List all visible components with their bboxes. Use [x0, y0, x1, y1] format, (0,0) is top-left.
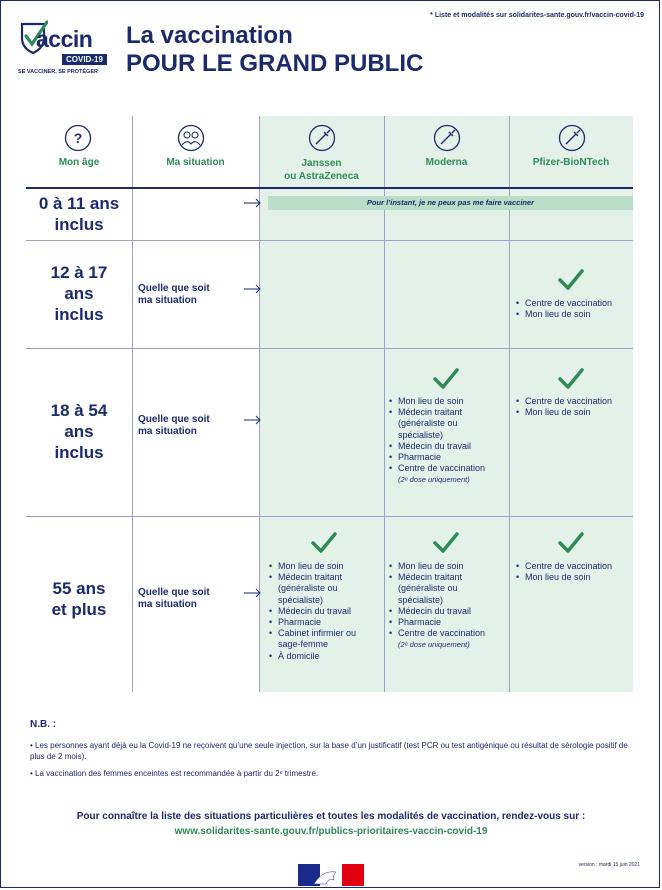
list-item: • Médecin traitant	[389, 572, 485, 583]
row-situation	[138, 283, 210, 307]
grid-line	[132, 116, 133, 692]
age-line: ans	[64, 284, 94, 303]
checkmark-icon	[557, 367, 585, 391]
row-age-0-11	[26, 193, 132, 235]
arrow-right-icon	[244, 588, 262, 598]
column-header-moderna: Moderna	[425, 157, 468, 168]
top-note: * Liste et modalités sur solidarites-sante.gouv.fr/vaccin-covid-19	[430, 12, 644, 19]
situation-line: ma situation	[138, 599, 197, 610]
logo-word: accin	[36, 26, 93, 52]
pfizer-locations-list	[516, 561, 612, 583]
checkmark-icon	[557, 531, 585, 555]
list-item: • Pharmacie	[389, 452, 485, 463]
column-header-janssen	[259, 157, 384, 183]
row-divider	[26, 240, 633, 241]
list-item: • Centre de vaccination	[389, 628, 485, 639]
arrow-right-icon	[244, 198, 262, 208]
svg-text:?: ?	[73, 130, 83, 146]
syringe-icon	[558, 124, 586, 152]
list-item-note: (2ᵉ dose uniquement)	[398, 475, 470, 485]
checkmark-icon	[432, 531, 460, 555]
list-item-continuation: (généraliste ou	[278, 583, 338, 594]
list-item-continuation: spécialiste)	[398, 429, 444, 440]
pfizer-locations-list	[516, 396, 612, 418]
list-item: • Pharmacie	[389, 617, 485, 628]
row-divider	[26, 516, 633, 517]
list-item: • Mon lieu de soin	[269, 561, 356, 572]
situation-line: Quelle que soit	[138, 587, 210, 598]
situation-line: Quelle que soit	[138, 414, 210, 425]
list-item: • Mon lieu de soin	[516, 572, 612, 583]
moderna-locations-list	[389, 561, 485, 651]
age-line: inclus	[54, 443, 104, 462]
row-divider	[26, 348, 633, 349]
list-item: • Centre de vaccination	[516, 561, 612, 572]
not-eligible-banner: Pour l’instant, je ne peux pas me faire vacciner	[268, 196, 633, 210]
notes-title: N.B. :	[30, 719, 57, 730]
age-line: et plus	[51, 600, 107, 619]
list-item: • Pharmacie	[269, 617, 356, 628]
checkmark-icon	[432, 367, 460, 391]
version-label: version : mardi 15 juin 2021	[578, 862, 640, 868]
list-item: • Cabinet infirmier ou	[269, 628, 356, 639]
age-line: inclus	[54, 305, 104, 324]
page-title: La vaccination	[126, 22, 293, 49]
list-item: • Médecin traitant	[269, 572, 356, 583]
header-divider	[26, 187, 633, 189]
age-line: inclus	[54, 215, 104, 234]
column-header-pfizer: Pfizer-BioNTech	[532, 157, 610, 168]
republique-francaise-logo	[298, 864, 364, 886]
moderna-locations-list	[389, 396, 485, 486]
list-item: • Centre de vaccination	[389, 463, 485, 474]
note-item: • La vaccination des femmes enceintes est recommandée à partir du 2ᵉ trimestre.	[30, 769, 319, 778]
age-line: ans	[64, 422, 94, 441]
row-situation	[138, 587, 210, 611]
list-item: • Mon lieu de soin	[516, 407, 612, 418]
cta-link[interactable]: www.solidarites-sante.gouv.fr/publics-prioritaires-vaccin-covid-19	[174, 826, 488, 837]
page-subtitle: POUR LE GRAND PUBLIC	[126, 50, 424, 77]
situation-line: ma situation	[138, 426, 197, 437]
vaccin-logo	[18, 20, 114, 80]
age-line: 12 à 17	[50, 263, 108, 282]
note-item: • Les personnes ayant déjà eu la Covid-19 ne reçoivent qu’une seule injection, sur la base d’un justificatif (test PCR ou test antigénique ou résultat de sérologie positif de plus de 2 mois).	[30, 741, 628, 761]
list-item: • À domicile	[269, 651, 356, 662]
arrow-right-icon	[244, 415, 262, 425]
list-item-continuation: spécialiste)	[278, 594, 324, 605]
list-item: • Médecin du travail	[389, 606, 485, 617]
question-icon	[64, 124, 92, 152]
list-item: • Centre de vaccination	[516, 396, 612, 407]
age-line: 0 à 11 ans	[38, 194, 120, 213]
logo-tagline: SE VACCINER, SE PROTÉGER	[18, 69, 98, 75]
age-line: 55 ans	[52, 579, 106, 598]
list-item-continuation: (généraliste ou	[398, 418, 458, 429]
age-line: 18 à 54	[50, 401, 108, 420]
janssen-locations-list	[269, 561, 356, 662]
syringe-icon	[308, 124, 336, 152]
list-item: • Mon lieu de soin	[516, 309, 612, 320]
checkmark-icon	[310, 531, 338, 555]
list-item: • Mon lieu de soin	[389, 561, 485, 572]
list-item: • Médecin du travail	[269, 606, 356, 617]
list-item: • Centre de vaccination	[516, 298, 612, 309]
list-item-note: (2ᵉ dose uniquement)	[398, 640, 470, 650]
pfizer-locations-list	[516, 298, 612, 320]
row-situation	[138, 414, 210, 438]
column-header-janssen-line2: ou AstraZeneca	[284, 171, 359, 182]
checkmark-icon	[557, 268, 585, 292]
list-item: • Mon lieu de soin	[389, 396, 485, 407]
situation-line: Quelle que soit	[138, 283, 210, 294]
list-item: • Médecin du travail	[389, 441, 485, 452]
arrow-right-icon	[244, 284, 262, 294]
list-item-continuation: spécialiste)	[398, 594, 444, 605]
column-header-janssen-line1: Janssen	[301, 158, 342, 169]
people-icon	[177, 124, 205, 152]
logo-badge: COVID-19	[62, 54, 107, 65]
row-age-12-17	[26, 262, 132, 325]
column-header-situation: Ma situation	[166, 157, 225, 168]
cta-text: Pour connaître la liste des situations particulières et toutes les modalités de vaccination, rendez-vous sur :	[76, 811, 586, 822]
situation-line: ma situation	[138, 295, 197, 306]
list-item-continuation: sage-femme	[278, 639, 329, 650]
row-age-55-plus	[26, 578, 132, 620]
syringe-icon	[433, 124, 461, 152]
row-age-18-54	[26, 400, 132, 463]
column-header-age: Mon âge	[58, 157, 100, 168]
list-item-continuation: (généraliste ou	[398, 583, 458, 594]
list-item: • Médecin traitant	[389, 407, 485, 418]
